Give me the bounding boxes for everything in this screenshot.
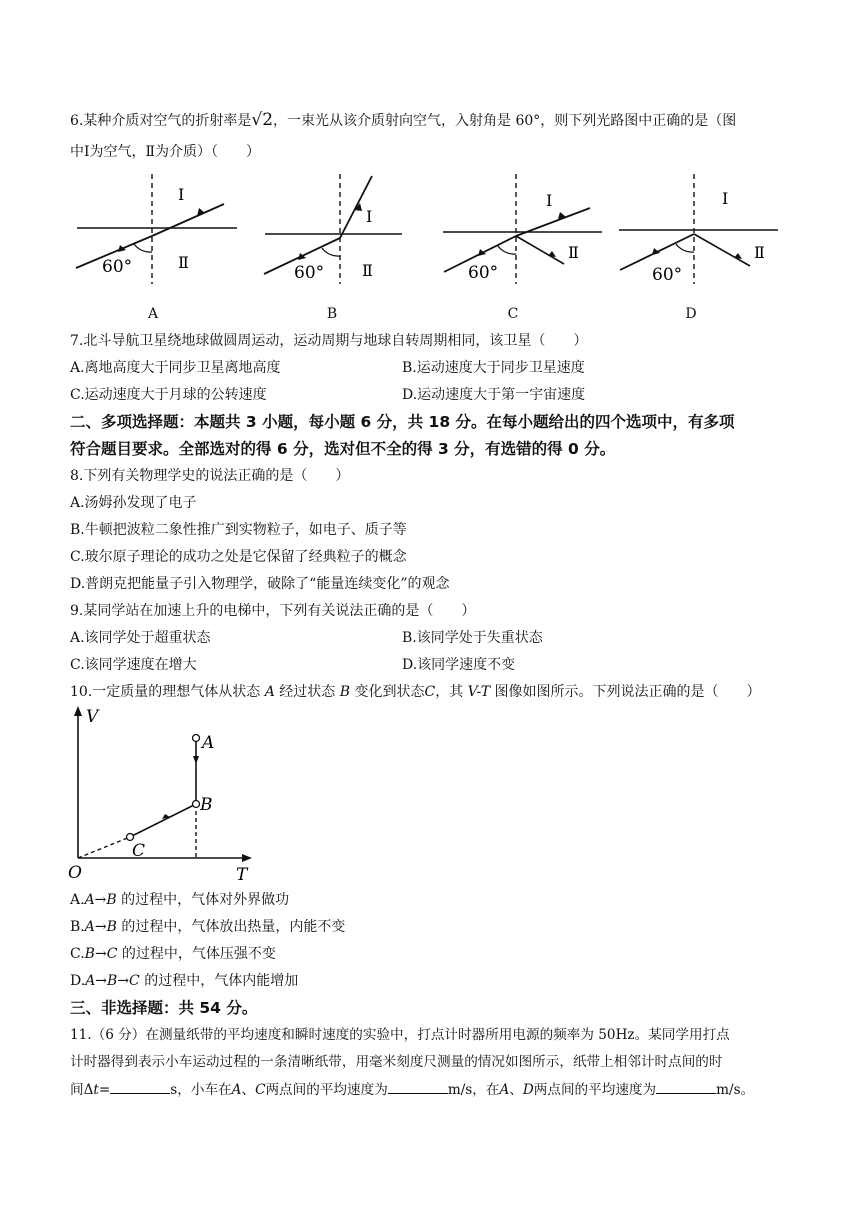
section2-heading-line1: 二、多项选择题：本题共 3 小题，每小题 6 分，共 18 分。在每小题给出的四个选项中，有多项 bbox=[70, 413, 735, 431]
q9-stem: 9.某同学站在加速上升的电梯中，下列有关说法正确的是（ ） bbox=[70, 603, 476, 619]
diagram-b bbox=[260, 172, 410, 287]
q9-option-d: D.该同学速度不变 bbox=[402, 657, 516, 673]
q7-option-c: C.运动速度大于月球的公转速度 bbox=[70, 387, 267, 403]
v-axis-label: V bbox=[86, 707, 99, 727]
q7-stem: 7.北斗导航卫星绕地球做圆周运动，运动周期与地球自转周期相同，该卫星（ ） bbox=[70, 333, 588, 349]
angle-label: 60° bbox=[102, 257, 133, 277]
q10-stem: 10.一定质量的理想气体从状态 A 经过状态 B 变化到状态C，其 V-T 图像如图所示。下列说法正确的是（ ） bbox=[70, 684, 761, 700]
svg-text:Ⅱ: Ⅱ bbox=[754, 243, 765, 262]
q7-option-d: D.运动速度大于第一宇宙速度 bbox=[402, 387, 586, 403]
q6-line1: 6.某种介质对空气的折射率是√2，一束光从该介质射向空气，入射角是 60°，则下列光路图中正确的是（图 bbox=[70, 110, 737, 130]
q10-option-c: C.B→C 的过程中，气体压强不变 bbox=[70, 946, 276, 962]
origin-label: O bbox=[68, 863, 82, 883]
diagram-d bbox=[616, 172, 781, 287]
svg-text:Ⅰ: Ⅰ bbox=[722, 189, 729, 208]
q7-option-b: B.运动速度大于同步卫星速度 bbox=[402, 360, 585, 376]
q8-option-b: B.牛顿把波粒二象性推广到实物粒子，如电子、质子等 bbox=[70, 522, 407, 538]
svg-text:Ⅱ: Ⅱ bbox=[568, 243, 579, 262]
q11-line3: 间Δt= s，小车在A、C两点间的平均速度为 m/s，在A、D两点间的平均速度为 m/s。 bbox=[70, 1079, 754, 1100]
svg-text:60°: 60° bbox=[468, 263, 499, 283]
svg-text:Ⅱ: Ⅱ bbox=[178, 253, 189, 272]
point-c-label: C bbox=[132, 841, 146, 861]
answer-blank-dt[interactable] bbox=[110, 1079, 170, 1094]
svg-text:60°: 60° bbox=[294, 263, 325, 283]
diagram-c bbox=[440, 172, 605, 287]
q10-option-d: D.A→B→C 的过程中，气体内能增加 bbox=[70, 973, 299, 989]
point-a-label: A bbox=[202, 733, 215, 753]
q9-option-b: B.该同学处于失重状态 bbox=[402, 630, 543, 646]
svg-text:Ⅱ: Ⅱ bbox=[362, 261, 373, 280]
sqrt-two: √2 bbox=[251, 110, 274, 130]
option-d-label: D bbox=[685, 306, 697, 322]
q9-option-c: C.该同学速度在增大 bbox=[70, 657, 197, 673]
section3-heading: 三、非选择题：共 54 分。 bbox=[70, 999, 258, 1017]
svg-text:Ⅰ: Ⅰ bbox=[178, 185, 185, 204]
svg-text:Ⅰ: Ⅰ bbox=[366, 207, 373, 226]
option-b-label: B bbox=[326, 306, 338, 322]
point-b-label: B bbox=[200, 795, 213, 815]
q11-line2: 计时器得到表示小车运动过程的一条清晰纸带，用毫米刻度尺测量的情况如图所示，纸带上相邻计时点间的时 bbox=[70, 1054, 723, 1070]
svg-text:Ⅰ: Ⅰ bbox=[546, 191, 553, 210]
q8-option-d: D.普朗克把能量子引入物理学，破除了“能量连续变化”的观念 bbox=[70, 576, 450, 592]
option-c-label: C bbox=[507, 306, 519, 322]
q8-option-c: C.玻尔原子理论的成功之处是它保留了经典粒子的概念 bbox=[70, 549, 407, 565]
q10-option-b: B.A→B 的过程中，气体放出热量，内能不变 bbox=[70, 919, 346, 935]
state-b-point bbox=[193, 801, 200, 808]
vt-graph bbox=[66, 704, 286, 886]
t-axis-label: T bbox=[236, 865, 248, 885]
answer-blank-vac[interactable] bbox=[388, 1079, 448, 1094]
q10-option-a: A.A→B 的过程中，气体对外界做功 bbox=[70, 892, 290, 908]
q8-stem: 8.下列有关物理学史的说法正确的是（ ） bbox=[70, 468, 350, 484]
q9-option-a: A.该同学处于超重状态 bbox=[70, 630, 211, 646]
q11-line1: 11.（6 分）在测量纸带的平均速度和瞬时速度的实验中，打点计时器所用电源的频率为 50Hz。某同学用打点 bbox=[70, 1027, 730, 1043]
state-a-point bbox=[193, 735, 200, 742]
q6-line2: 中Ⅰ为空气，Ⅱ为介质）（ ） bbox=[70, 144, 261, 160]
diagram-a bbox=[72, 172, 242, 287]
answer-blank-vad[interactable] bbox=[656, 1079, 716, 1094]
svg-text:60°: 60° bbox=[652, 265, 683, 285]
section2-heading-line2: 符合题目要求。全部选对的得 6 分，选对但不全的得 3 分，有选错的得 0 分。 bbox=[70, 440, 616, 458]
q7-option-a: A.离地高度大于同步卫星离地高度 bbox=[70, 360, 281, 376]
option-a-label: A bbox=[147, 306, 159, 322]
q8-option-a: A.汤姆孙发现了电子 bbox=[70, 495, 197, 511]
state-c-point bbox=[127, 834, 134, 841]
